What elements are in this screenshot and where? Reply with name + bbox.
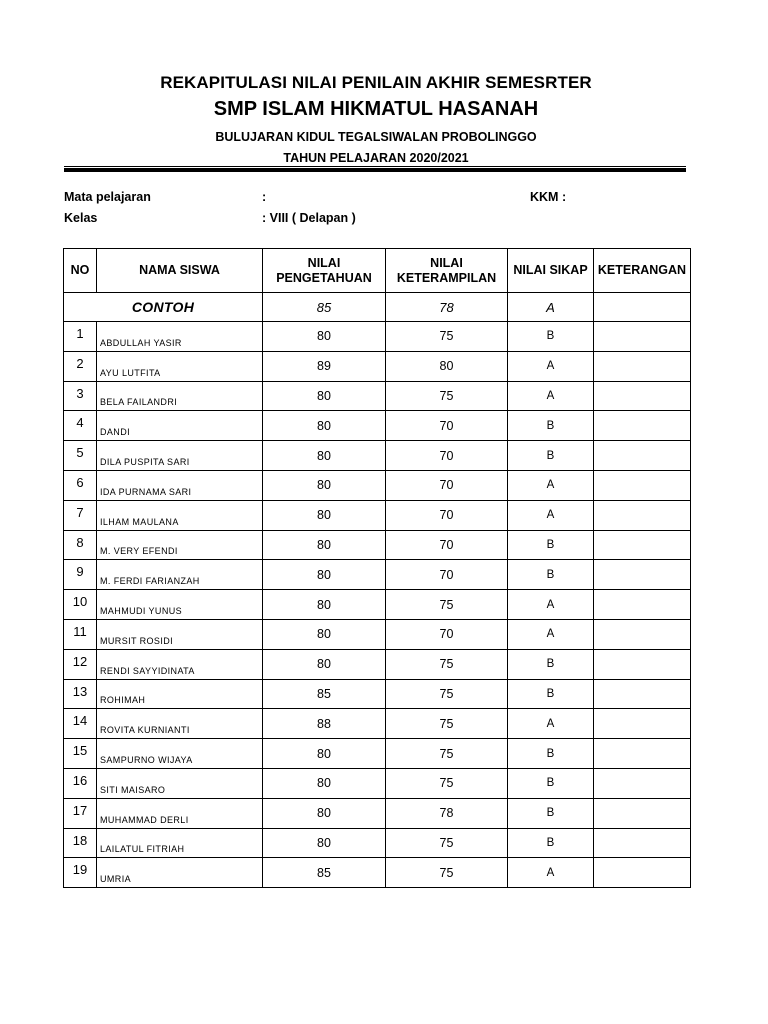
table-row — [64, 560, 691, 590]
row-number: 19 — [64, 858, 97, 888]
student-name: ABDULLAH YASIR — [97, 322, 263, 352]
notes-cell — [594, 500, 691, 530]
skill-score: 70 — [386, 411, 508, 441]
header-skill-line1: NILAI — [430, 255, 463, 270]
knowledge-score: 89 — [263, 351, 386, 381]
knowledge-score: 80 — [263, 560, 386, 590]
header-no: NO — [64, 249, 97, 293]
grades-table — [63, 248, 691, 888]
header-attitude-score: NILAI SIKAP — [508, 249, 594, 293]
attitude-score: A — [508, 381, 594, 411]
row-number: 6 — [64, 470, 97, 500]
school-address: BULUJARAN KIDUL TEGALSIWALAN PROBOLINGGO — [215, 130, 537, 144]
table-row — [64, 828, 691, 858]
student-name: BELA FAILANDRI — [97, 381, 263, 411]
example-notes — [594, 293, 691, 322]
skill-score: 75 — [386, 649, 508, 679]
student-name: M. VERY EFENDI — [97, 530, 263, 560]
knowledge-score: 80 — [263, 649, 386, 679]
row-number: 10 — [64, 590, 97, 620]
attitude-score: B — [508, 739, 594, 769]
school-name: SMP ISLAM HIKMATUL HASANAH — [213, 98, 539, 120]
knowledge-score: 80 — [263, 411, 386, 441]
header-divider-thin — [64, 166, 686, 167]
row-number: 13 — [64, 679, 97, 709]
attitude-score: A — [508, 351, 594, 381]
notes-cell — [594, 619, 691, 649]
attitude-score: A — [508, 470, 594, 500]
student-name: MUHAMMAD DERLI — [97, 798, 263, 828]
table-header-row — [64, 249, 691, 293]
header-notes: KETERANGAN — [594, 249, 691, 293]
subject-value: : — [262, 190, 267, 204]
skill-score: 75 — [386, 709, 508, 739]
attitude-score: A — [508, 500, 594, 530]
knowledge-score: 80 — [263, 381, 386, 411]
notes-cell — [594, 679, 691, 709]
skill-score: 70 — [386, 500, 508, 530]
header-knowledge-score — [263, 249, 386, 293]
skill-score: 70 — [386, 619, 508, 649]
row-number: 15 — [64, 739, 97, 769]
student-name: MAHMUDI YUNUS — [97, 590, 263, 620]
notes-cell — [594, 649, 691, 679]
table-row — [64, 619, 691, 649]
attitude-score: B — [508, 798, 594, 828]
skill-score: 75 — [386, 858, 508, 888]
notes-cell — [594, 560, 691, 590]
attitude-score: B — [508, 322, 594, 352]
notes-cell — [594, 530, 691, 560]
knowledge-score: 80 — [263, 500, 386, 530]
attitude-score: A — [508, 590, 594, 620]
knowledge-score: 85 — [263, 679, 386, 709]
student-name: M. FERDI FARIANZAH — [97, 560, 263, 590]
table-row — [64, 649, 691, 679]
student-name: ROHIMAH — [97, 679, 263, 709]
student-name: AYU LUTFITA — [97, 351, 263, 381]
class-value: : VIII ( Delapan ) — [262, 211, 356, 225]
skill-score: 75 — [386, 381, 508, 411]
kkm-label: KKM : — [530, 190, 567, 204]
example-row — [64, 293, 691, 322]
attitude-score: B — [508, 649, 594, 679]
header-skill-line2: KETERAMPILAN — [396, 270, 497, 285]
student-name: IDA PURNAMA SARI — [97, 470, 263, 500]
student-name: LAILATUL FITRIAH — [97, 828, 263, 858]
skill-score: 70 — [386, 530, 508, 560]
student-name: SAMPURNO WIJAYA — [97, 739, 263, 769]
table-row — [64, 768, 691, 798]
knowledge-score: 80 — [263, 739, 386, 769]
row-number: 5 — [64, 441, 97, 471]
attitude-score: B — [508, 411, 594, 441]
knowledge-score: 80 — [263, 768, 386, 798]
skill-score: 75 — [386, 679, 508, 709]
example-label: CONTOH — [64, 293, 263, 322]
knowledge-score: 80 — [263, 590, 386, 620]
skill-score: 80 — [386, 351, 508, 381]
notes-cell — [594, 798, 691, 828]
row-number: 2 — [64, 351, 97, 381]
table-row — [64, 679, 691, 709]
attitude-score: B — [508, 441, 594, 471]
notes-cell — [594, 858, 691, 888]
table-row — [64, 411, 691, 441]
header-knowledge-line2: PENGETAHUAN — [276, 270, 372, 285]
example-knowledge: 85 — [263, 293, 386, 322]
table-row — [64, 530, 691, 560]
student-name: SITI MAISARO — [97, 768, 263, 798]
skill-score: 75 — [386, 768, 508, 798]
example-skill: 78 — [386, 293, 508, 322]
row-number: 12 — [64, 649, 97, 679]
row-number: 3 — [64, 381, 97, 411]
attitude-score: A — [508, 709, 594, 739]
row-number: 1 — [64, 322, 97, 352]
subject-label: Mata pelajaran — [64, 190, 151, 204]
attitude-score: B — [508, 560, 594, 590]
knowledge-score: 80 — [263, 798, 386, 828]
knowledge-score: 80 — [263, 530, 386, 560]
row-number: 17 — [64, 798, 97, 828]
table-row — [64, 709, 691, 739]
notes-cell — [594, 351, 691, 381]
skill-score: 70 — [386, 560, 508, 590]
table-row — [64, 322, 691, 352]
skill-score: 70 — [386, 470, 508, 500]
skill-score: 75 — [386, 322, 508, 352]
attitude-score: B — [508, 530, 594, 560]
skill-score: 78 — [386, 798, 508, 828]
student-name: MURSIT ROSIDI — [97, 619, 263, 649]
student-name: RENDI SAYYIDINATA — [97, 649, 263, 679]
table-row — [64, 858, 691, 888]
notes-cell — [594, 470, 691, 500]
student-name: DILA PUSPITA SARI — [97, 441, 263, 471]
table-row — [64, 441, 691, 471]
notes-cell — [594, 322, 691, 352]
report-title: REKAPITULASI NILAI PENILAIN AKHIR SEMESRTER — [160, 73, 592, 92]
knowledge-score: 80 — [263, 828, 386, 858]
row-number: 14 — [64, 709, 97, 739]
knowledge-score: 80 — [263, 322, 386, 352]
example-attitude: A — [508, 293, 594, 322]
notes-cell — [594, 828, 691, 858]
row-number: 11 — [64, 619, 97, 649]
row-number: 9 — [64, 560, 97, 590]
header-knowledge-line1: NILAI — [307, 255, 341, 270]
attitude-score: B — [508, 768, 594, 798]
attitude-score: A — [508, 858, 594, 888]
knowledge-score: 80 — [263, 441, 386, 471]
table-row — [64, 500, 691, 530]
row-number: 8 — [64, 530, 97, 560]
header-student-name: NAMA SISWA — [97, 249, 263, 293]
student-name: ROVITA KURNIANTI — [97, 709, 263, 739]
knowledge-score: 85 — [263, 858, 386, 888]
knowledge-score: 80 — [263, 470, 386, 500]
header-divider-thick — [64, 168, 686, 172]
attitude-score: A — [508, 619, 594, 649]
row-number: 7 — [64, 500, 97, 530]
student-name: DANDI — [97, 411, 263, 441]
knowledge-score: 88 — [263, 709, 386, 739]
notes-cell — [594, 411, 691, 441]
table-row — [64, 381, 691, 411]
student-name: UMRIA — [97, 858, 263, 888]
attitude-score: B — [508, 828, 594, 858]
skill-score: 70 — [386, 441, 508, 471]
skill-score: 75 — [386, 590, 508, 620]
academic-year: TAHUN PELAJARAN 2020/2021 — [283, 151, 469, 165]
table-row — [64, 739, 691, 769]
notes-cell — [594, 590, 691, 620]
header-skill-score — [386, 249, 508, 293]
attitude-score: B — [508, 679, 594, 709]
row-number: 4 — [64, 411, 97, 441]
row-number: 18 — [64, 828, 97, 858]
class-label: Kelas — [64, 211, 98, 225]
knowledge-score: 80 — [263, 619, 386, 649]
table-row — [64, 590, 691, 620]
table-row — [64, 470, 691, 500]
notes-cell — [594, 709, 691, 739]
notes-cell — [594, 768, 691, 798]
skill-score: 75 — [386, 828, 508, 858]
notes-cell — [594, 739, 691, 769]
row-number: 16 — [64, 768, 97, 798]
table-row — [64, 798, 691, 828]
notes-cell — [594, 441, 691, 471]
table-row — [64, 351, 691, 381]
notes-cell — [594, 381, 691, 411]
skill-score: 75 — [386, 739, 508, 769]
student-name: ILHAM MAULANA — [97, 500, 263, 530]
